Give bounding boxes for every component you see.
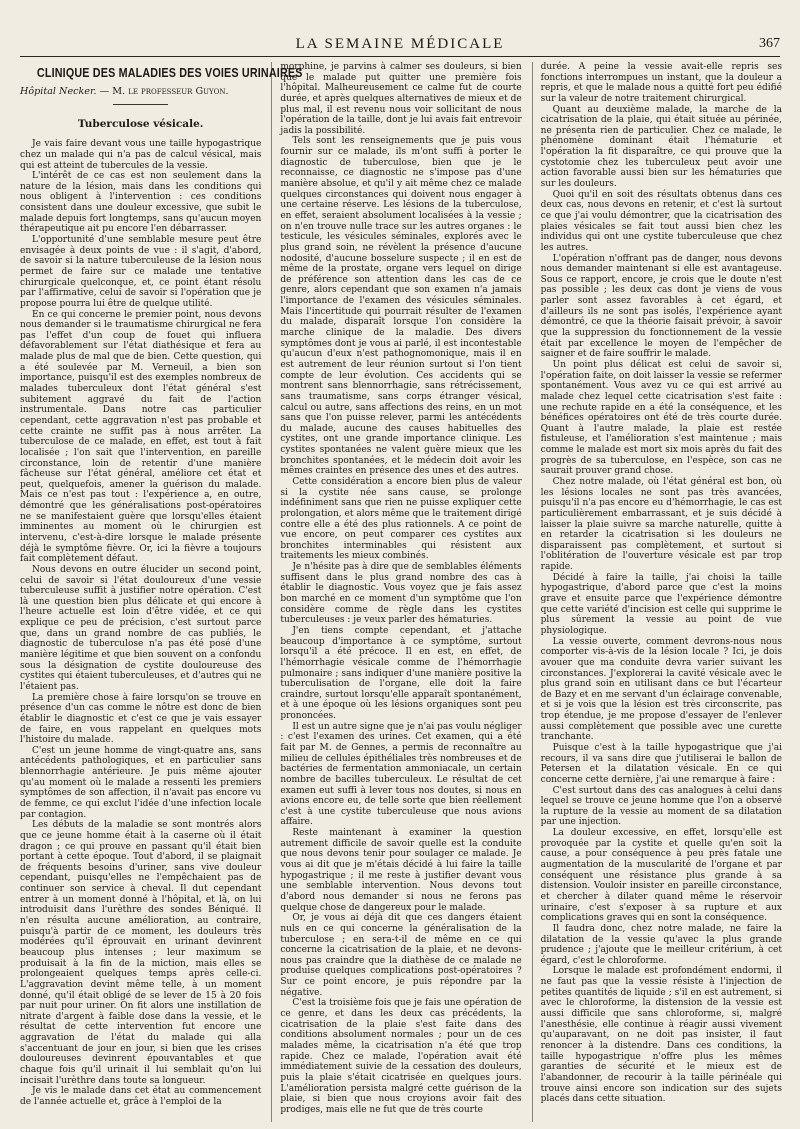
paragraph: La première chose à faire lorsqu'on se trouve en présence d'un cas comme le nôtre est donc de bien établir le diagnostic et c'est ce que je vais essayer de faire, en vous rappelant en quelques mots l'histoire du malade. (20, 692, 262, 746)
paragraph: Un point plus délicat est celui de savoir si, l'opération faite, on doit laisser la vessie se refermer spontanément. Vous avez vu ce qui est arrivé au malade chez lequel cette cicatrisation s'est faite : une rechute rapide en a été la conséquence, et les bénéfices opératoires ont été de très courte durée. Quant à l'autre malade, la plaie est restée fistuleuse, et l'amélioration s'est maintenue ; mais comme le malade est mort six mois après du fait des progrès de sa tuberculose, en l'espèce, son cas ne saurait prouver grand chose. (540, 359, 782, 477)
paragraph: Il faudra donc, chez notre malade, ne faire la dilatation de la vessie qu'avec la plus grande prudence ; j'ajoute que le meilleur critérium, à cet égard, c'est le chloroforme. (540, 923, 782, 966)
paragraph: La douleur excessive, en effet, lorsqu'elle est provoquée par la cystite et quelle qu'en soit la cause, a pour conséquence à peu près fatale une augmentation de la muscularité de l'organe et par conséquent une résistance plus grande à sa distension. Vouloir insister en pareille circonstance, et chercher à dilater quand même le réservoir urinaire, c'est s'exposer à sa rupture et aux complications graves qui en sont la conséquence. (540, 828, 782, 924)
paragraph: Or, je vous ai déjà dit que ces dangers étaient nuls en ce qui concerne la généralisation de la tuberculose ; en sera-t-il de même en ce qui concerne la cicatrisation de la plaie, et ne devons-nous pas craindre que la diathèse de ce malade ne produise quelques complications post-opératoires ? Sur ce point encore, je puis répondre par la négative. (280, 913, 522, 998)
paragraph: Je n'hésite pas à dire que de semblables éléments suffisent dans le plus grand nombre des cas à établir le diagnostic. Vous voyez que je fais assez bon marché en ce moment d'un symptôme que l'on considère comme de règle dans les cystites tuberculeuses : je veux parler des hématuries. (280, 562, 522, 626)
column-2-body (280, 62, 521, 1115)
paragraph: Reste maintenant à examiner la question autrement difficile de savoir quelle est la conduite que nous devons tenir pour soulager ce malade. Je vous ai dit que je m'étais décidé à lui faire la taille hypogastrique ; il me reste à justifier devant vous une semblable intervention. Nous devons tout d'abord nous demander si nous ne ferons pas quelque chose de dangereux pour le malade. (280, 828, 522, 913)
paragraph: J'en tiens compte cependant, et j'attache beaucoup d'importance à ce symptôme, surtout lorsqu'il a été précoce. Il en est, en effet, de l'hémorrhagie vésicale comme de l'hémorrhagie pulmonaire ; sans indiquer d'une manière positive la tuberculisation de l'organe, elle doit la faire craindre, surtout lorsqu'elle apparaît spontanément, et à une époque où les lésions organiques sont peu prononcées. (280, 625, 522, 722)
paragraph: Quant au deuxième malade, la marche de la cicatrisation de la plaie, qui était située au périnée, ne présenta rien de particulier. Chez ce malade, le phénomène dominant était l'hématurie et l'opération la fit disparaître, ce qui prouve que la cystotomie chez les tuberculeux peut avoir une action favorable aussi bien sur les hématuries que sur les douleurs. (540, 104, 782, 190)
paragraph: Décidé à faire la taille, j'ai choisi la taille hypogastrique, d'abord parce que c'est la moins grave et ensuite parce que l'expérience démontre que cette variété d'incision est celle qui supprime le plus sûrement la vessie au point de vue physiologique. (540, 572, 782, 636)
paragraph: morphine, je parvins à calmer ses douleurs, si bien que le malade put quitter une première fois l'hôpital. Malheureusement ce calme fut de courte durée, et après quelques alternatives de mieux et de plus mal, il est revenu nous voir sollicitant de nous l'opération de la taille, dont je lui avais fait entrevoir jadis la possibilité. (280, 62, 522, 136)
page-number: 367 (759, 36, 780, 51)
paragraph: L'opération n'offrant pas de danger, nous devons nous demander maintenant si elle est avantageuse. Sous ce rapport, encore, je crois que le doute n'est pas possible ; les deux cas dont je viens de vous parler sont assez favorables à cet égard, et d'ailleurs ils ne sont pas isolés, l'expérience ayant démontré, ce que la théorie faisait prévoir, à savoir que la suppression du fonctionnement de la vessie était par excellence le moyen de l'empêcher de saigner et de faire souffrir le malade. (540, 253, 782, 360)
paragraph: L'opportunité d'une semblable mesure peut être envisagée à deux points de vue : il s'agit, d'abord, de savoir si la nature tuberculeuse de la lésion nous permet de faire sur ce malade une tentative chirurgicale quelconque, et, ce point étant résolu par l'affirmative, celui de savoir si l'opération que je propose pourra lui être de quelque utilité. (20, 235, 262, 309)
paragraph: Je vais faire devant vous une taille hypogastrique chez un malade qui n'a pas de calcul vésical, mais qui est atteint de tubercules de la vessie. (20, 139, 262, 171)
paragraph: Je vis le malade dans cet état au commencement de l'année actuelle et, grâce à l'emploi de la (20, 1086, 262, 1107)
byline (20, 87, 261, 98)
divider-rule (113, 104, 168, 105)
column-1 (20, 62, 303, 1122)
text-columns (20, 62, 782, 1122)
column-2 (271, 62, 521, 1122)
section-heading: CLINIQUE DES MALADIES DES VOIES URINAIRES (36, 66, 303, 80)
running-head (20, 36, 780, 57)
paragraph: L'intérêt de ce cas est non seulement dans la nature de la lésion, mais dans les conditions qui nous obligent à l'intervention : ces conditions consistent dans une douleur excessive, que subit le malade depuis fort longtemps, sans qu'aucun moyen thérapeutique ait pu encore l'en débarrasser. (20, 171, 262, 235)
paragraph: Tels sont les renseignements que je puis vous fournir sur ce malade, ils m'ont suffi à porter le diagnostic de tuberculose, bien que je le reconnaisse, ce diagnostic ne s'impose pas d'une manière absolue, et qu'il y ait même chez ce malade quelques circonstances qui doivent nous engager à une certaine réserve. Les lésions de la tuberculose, en effet, seraient absolument localisées à la vessie ; on n'en trouve nulle trace sur les autres organes : le testicule, les vésicules séminales, explorés avec le plus grand soin, ne révèlent la présence d'aucune nodosité, d'aucune bosselure suspecte ; il en est de même de la prostate, organe vers lequel on dirige de préférence son attention dans les cas de ce genre, alors cependant que son examen n'a jamais l'importance de l'examen des vésicules séminales. Mais l'incertitude qui pourrait résulter de l'examen du malade, disparaît lorsque l'on considère la marche clinique de la maladie. Des divers symptômes dont je vous ai parlé, il est incontestable qu'aucun d'eux n'est pathognomonique, mais il en est autrement de leur réunion surtout si l'on tient compte de leur évolution. Ces accidents qui se montrent sans blennorrhagie, sans rétrécissement, sans traumatisme, sans corps étranger vésical, calcul ou autre, sans affections des reins, en un mot sans que l'on puisse relever, parmi les antécédents du malade, aucune des causes habituelles des cystites, ont une grande importance clinique. Les cystites spontanées ne valent guère mieux que les bronchites spontanées, et le médecin doit avoir les mêmes craintes en présence des unes et des autres. (280, 136, 522, 477)
column-3 (532, 62, 782, 1122)
column-3-body (541, 62, 782, 1105)
paragraph: durée. A peine la vessie avait-elle repris ses fonctions interrompues un instant, que la douleur a repris, et que le malade nous a quitté fort peu édifié sur la valeur de notre traitement chirurgical. (540, 62, 782, 104)
paragraph: Cette considération a encore bien plus de valeur si la cystite née sans cause, se prolonge indéfiniment sans que rien ne puisse expliquer cette prolongation, et alors même que le traitement dirigé contre elle a été des plus rationnels. A ce point de vue encore, on peut comparer ces cystites aux bronchites interminables qui résistent aux traitements les mieux combinés. (280, 476, 522, 562)
professor-name: — M. le professeur Guyon. (99, 86, 229, 97)
journal-title: LA SEMAINE MÉDICALE (295, 36, 505, 52)
hospital-name: Hôpital Necker. (20, 86, 97, 97)
column-1-body (20, 139, 261, 1107)
paragraph: En ce qui concerne le premier point, nous devons nous demander si le traumatisme chirurgical ne fera pas l'effet d'un coup de fouet qui influera défavorablement sur l'état diathésique et fera au malade plus de mal que de bien. Cette question, qui a été soulevée par M. Verneuil, a bien son importance, puisqu'il est des exemples nombreux de malades tuberculeux dont l'état général s'est subitement aggravé du fait de l'action instrumentale. Dans notre cas particulier cependant, cette aggravation n'est pas probable et cette crainte ne suffit pas à nous arrêter. La tuberculose de ce malade, en effet, est tout à fait localisée ; l'on sait que l'intervention, en pareille circonstance, loin de retentir d'une manière fâcheuse sur l'état général, améliore cet état et peut, quelquefois, amener la guérison du malade. Mais ce n'est pas tout : l'expérience a, en outre, démontré que les généralisations post-opératoires ne se manifestaient guère que lorsqu'elles étaient imminentes au moment où le chirurgien est intervenu, c'est-à-dire lorsque le malade présente déjà le symptôme fièvre. Or, ici la fièvre a toujours fait complètement défaut. (20, 309, 262, 565)
paragraph: Les débuts de la maladie se sont montrés alors que ce jeune homme était à la caserne où il était dragon ; ce qui prouve en passant qu'il était bien portant à cette époque. Tout d'abord, il se plaignait de fréquents besoins d'uriner, sans vive douleur cependant, puisqu'elles ne l'empêchaient pas de continuer son service à cheval. Il dut cependant entrer à un moment donné à l'hôpital, et là, on lui introduisit dans l'urèthre des sondes Béniqué. Il n'en résulta aucune amélioration, au contraire, puisqu'à partir de ce moment, les douleurs très modérées qu'il éprouvait en urinant devinrent beaucoup plus intenses ; leur maximum se produisait à la fin de la miction, mais elles se prolongeaient quelques temps après celle-ci. L'aggravation devint même telle, à un moment donné, qu'il était obligé de se lever de 15 à 20 fois par nuit pour uriner. On fit alors une instillation de nitrate d'argent à faible dose dans la vessie, et le résultat de cette intervention fut encore une aggravation de l'état du malade qui alla s'accentuant de jour en jour, si bien que les crises douloureuses devinrent épouvantables et que chaque fois qu'il urinait il lui semblait qu'on lui incisait l'urèthre dans toute sa longueur. (20, 820, 262, 1086)
paragraph: Quoi qu'il en soit des résultats obtenus dans ces deux cas, nous devons en retenir, et c'est là surtout ce que j'ai voulu démontrer, que la cicatrisation des plaies vésicales se fait tout aussi bien chez les individus qui ont une cystite tuberculeuse que chez les autres. (540, 189, 782, 253)
paragraph: C'est un jeune homme de vingt-quatre ans, sans antécédents pathologiques, et en particulier sans blennorrhagie antérieure. Je puis même ajouter qu'au moment où le malade a ressenti les premiers symptômes de son affection, il n'avait pas encore vu de femme, ce qui exclut l'idée d'une infection locale par contagion. (20, 745, 262, 820)
paragraph: Puisque c'est à la taille hypogastrique que j'ai recours, il va sans dire que j'utiliserai le ballon de Petersen et la dilatation vésicale. En ce qui concerne cette dernière, j'ai une remarque à faire : (540, 743, 782, 785)
paragraph: Nous devons en outre élucider un second point, celui de savoir si l'état douloureux d'une vessie tuberculeuse suffit à justifier notre opération. C'est là une question bien plus délicate et qui encore à l'heure actuelle est loin d'être vidée, et ce qui explique ce peu de précision, c'est surtout parce que, dans un grand nombre de cas publiés, le diagnostic de tuberculose n'a pas été posé d'une manière légitime et que bien souvent on a confondu sous la désignation de cystite douloureuse des cystites qui étaient tuberculeuses, et d'autres qui ne l'étaient pas. (20, 564, 262, 692)
paragraph: C'est la troisième fois que je fais une opération de ce genre, et dans les deux cas précédents, la cicatrisation de la plaie s'est faite dans des conditions absolument normales ; pour un de ces malades même, la cicatrisation n'a été que trop rapide. Chez ce malade, l'opération avait été immédiatement suivie de la cessation des douleurs, puis la plaie s'était cicatrisée en quelques jours. L'amélioration persista malgré cette guérison de la plaie, si bien que nous croyions avoir fait des prodiges, mais elle ne fut que de très courte (280, 998, 522, 1115)
article-title: Tuberculose vésicale. (77, 117, 204, 130)
paragraph: Il est un autre signe que je n'ai pas voulu négliger : c'est l'examen des urines. Cet examen, qui a été fait par M. de Gennes, a permis de reconnaître au milieu de cellules épithéliales très nombreuses et de bactéries de fermentation ammoniacale, un certain nombre de bacilles tuberculeux. Le résultat de cet examen eut suffi à lever tous nos doutes, si nous en avions encore eu, de telle sorte que bien réellement c'est à une cystite tuberculeuse que nous avions affaire. (280, 721, 522, 828)
paragraph: C'est surtout dans des cas analogues à celui dans lequel se trouve ce jeune homme que l'on a observé la rupture de la vessie au moment de sa dilatation par une injection. (540, 785, 782, 828)
paragraph: Chez notre malade, où l'état général est bon, où les lésions locales ne sont pas très avancées, puisqu'il n'a pas encore eu d'hémorrhagie, le cas est particulièrement embarrassant, et je suis décidé à laisser la plaie suivre sa marche naturelle, quitte à en retarder la cicatrisation si les douleurs ne disparaissent pas complètement, et surtout si l'oblitération de l'ouverture vésicale est par trop rapide. (540, 476, 782, 573)
paragraph: La vessie ouverte, comment devrons-nous nous comporter vis-à-vis de la lésion locale ? Ici, je dois avouer que ma conduite devra varier suivant les circonstances. J'explorerai la cavité vésicale avec le plus grand soin en utilisant dans ce but l'écarteur de Bazy et en me servant d'un éclairage convenable, et si je vois que la lésion est très circonscrite, pas trop étendue, je me propose d'essayer de l'enlever aussi complètement que possible avec une curette tranchante. (540, 636, 782, 743)
paragraph: Lorsque le malade est profondément endormi, il ne faut pas que la vessie résiste à l'injection de petites quantités de liquide ; s'il en est autrement, si avec le chloroforme, la distension de la vessie est aussi difficile que sans chloroforme, si, malgré l'anesthésie, elle continue à réagir aussi vivement qu'auparavant, on ne doit pas insister, il faut renoncer à la distendre. Dans ces conditions, la taille hypogastrique n'offre plus les mêmes garanties de sécurité et le mieux est de l'abandonner, de recourir à la taille périnéale qui trouve ainsi encore son indication sur des sujets placés dans cette situation. (540, 966, 782, 1105)
